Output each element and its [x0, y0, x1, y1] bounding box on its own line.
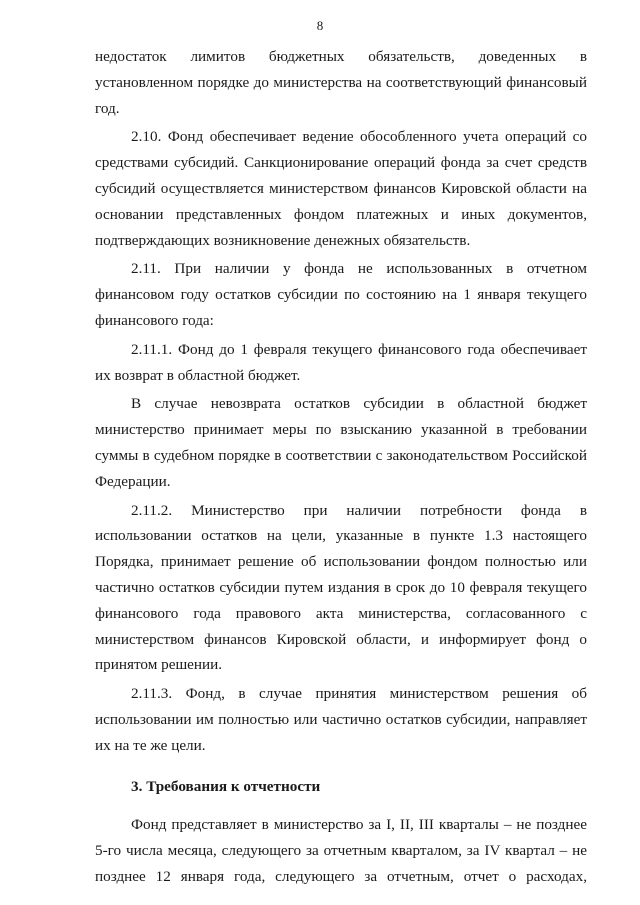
paragraph-2-11-3: 2.11.3. Фонд, в случае принятия министерством решения об использовании им полностью или частично остатков субсидии, направляет их на те же цели. [95, 685, 587, 754]
paragraph-2-11-1: 2.11.1. Фонд до 1 февраля текущего финансового года обеспечивает их возврат в областной бюджет. [95, 340, 587, 384]
document-body [95, 44, 587, 890]
paragraph-reporting: Фонд представляет в министерство за I, II, III кварталы – не позднее 5-го числа месяца, следующего за отчетным кварталом, за IV квартал – не позднее 12 января года, следующего за отчетным, отчет о расходах, [95, 816, 587, 885]
paragraph-2-11: 2.11. При наличии у фонда не использованных в отчетном финансовом году остатков субсидии по состоянию на 1 января текущего финансового года: [95, 260, 587, 329]
section-heading-reporting: 3. Требования к отчетности [131, 777, 321, 795]
paragraph-2-11-2: 2.11.2. Министерство при наличии потребности фонда в использовании остатков на цели, указанные в пункте 1.3 настоящего Порядка, принимает решение об использовании фондом полностью или частично остатков субсидии путем издания в срок до 10 февраля текущего финансового года правового акта министерства, согласованного с министерством финансов Кировской области, и информирует фонд о принятом решении. [95, 501, 587, 674]
paragraph-limits: недостаток лимитов бюджетных обязательств, доведенных в установленном порядке до министерства на соответствующий финансовый год. [95, 48, 587, 117]
paragraph-non-return: В случае невозврата остатков субсидии в областной бюджет министерство принимает меры по взысканию указанной в требовании суммы в судебном порядке в соответствии с законодательством Российской Федерации. [95, 395, 587, 490]
page-number: 8 [316, 18, 324, 33]
paragraph-2-10: 2.10. Фонд обеспечивает ведение обособленного учета операций со средствами субсидий. Санкционирование операций фонда за счет средств субсидий осуществляется министерством финансов Кировской области на основании представленных фондом платежных и иных документов, подтверждающих возникновение денежных обязательств. [95, 128, 587, 249]
